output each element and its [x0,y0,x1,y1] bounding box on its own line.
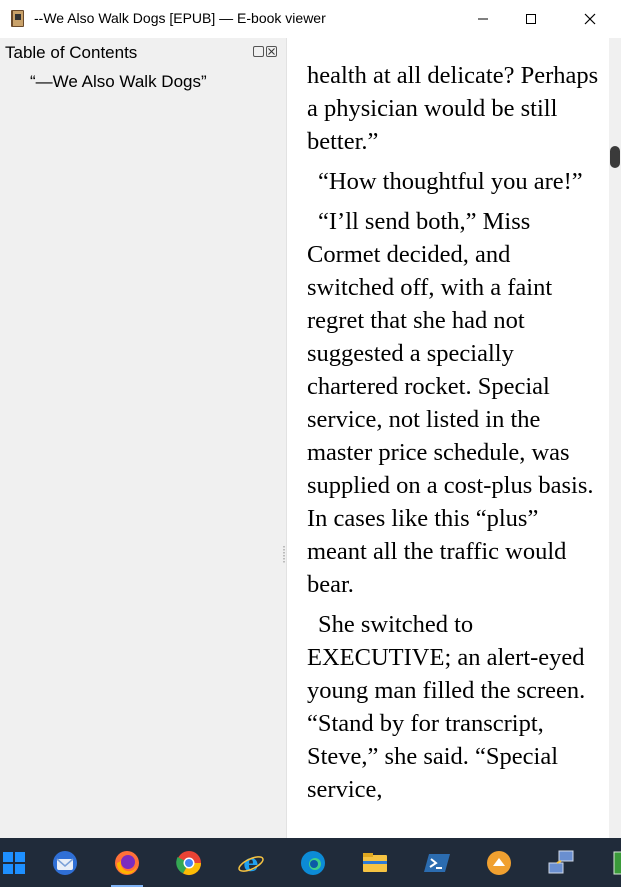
toc-title: Table of Contents [5,43,138,62]
taskbar-firefox[interactable] [103,838,151,887]
taskbar-file-explorer[interactable] [351,838,399,887]
taskbar-network[interactable] [537,838,585,887]
chrome-icon [175,849,203,877]
app-icon-orange [485,849,513,877]
taskbar-internet-explorer[interactable] [227,838,275,887]
maximize-icon [525,13,537,25]
window-title: --We Also Walk Dogs [EPUB] — E-book viewer [34,10,326,26]
maximize-button[interactable] [508,0,554,37]
close-button[interactable] [567,0,613,37]
title-bar [0,0,621,37]
internet-explorer-icon [237,849,265,877]
taskbar-thunderbird[interactable] [41,838,89,887]
close-panel-icon[interactable] [266,46,277,57]
paragraph: “How thoughtful you are!” [318,168,583,195]
paragraph: She switched to EXECUTIVE; an alert-eyed young man filled the screen. “Stand by for transcript, Steve,” she said. “Special service, [307,611,586,803]
minimize-icon [477,13,489,25]
minimize-button[interactable] [460,0,506,37]
table-of-contents-panel [0,38,287,838]
paragraph: “I’ll send both,” Miss Cormet decided, and switched off, with a faint regret that she had not suggested a specially chartered rocket. Special service, not listed in the master price schedule, was supplied on a cost-plus basis. In cases like this “plus” meant all the traffic would bear. [307,208,594,598]
network-icon [547,849,575,877]
taskbar-powershell[interactable] [413,838,461,887]
ebook-viewer-icon[interactable] [10,9,27,28]
powershell-icon [423,851,451,875]
book-text [307,59,599,813]
close-icon [584,13,596,25]
taskbar-app-orange[interactable] [475,838,523,887]
toc-item[interactable]: “—We Also Walk Dogs” [30,72,207,91]
start-icon [3,852,25,874]
scrollbar-thumb[interactable] [610,146,620,168]
reading-pane[interactable] [287,38,609,838]
svg-text:e: e [243,848,259,877]
vertical-scrollbar[interactable] [609,38,621,838]
thunderbird-icon [51,849,79,877]
paragraph: health at all delicate? Perhaps a physician would be still better.” [307,62,599,155]
taskbar-edge[interactable] [289,838,337,887]
taskbar-app-green[interactable] [599,838,621,887]
file-explorer-icon [361,851,389,875]
start-button[interactable] [0,838,38,887]
panel-controls [253,46,277,57]
panel-splitter-handle[interactable] [283,546,285,564]
taskbar-chrome[interactable] [165,838,213,887]
app-icon-green [612,850,621,876]
taskbar [0,838,621,887]
firefox-icon [113,849,141,877]
edge-icon [299,849,327,877]
float-panel-icon[interactable] [253,46,264,57]
